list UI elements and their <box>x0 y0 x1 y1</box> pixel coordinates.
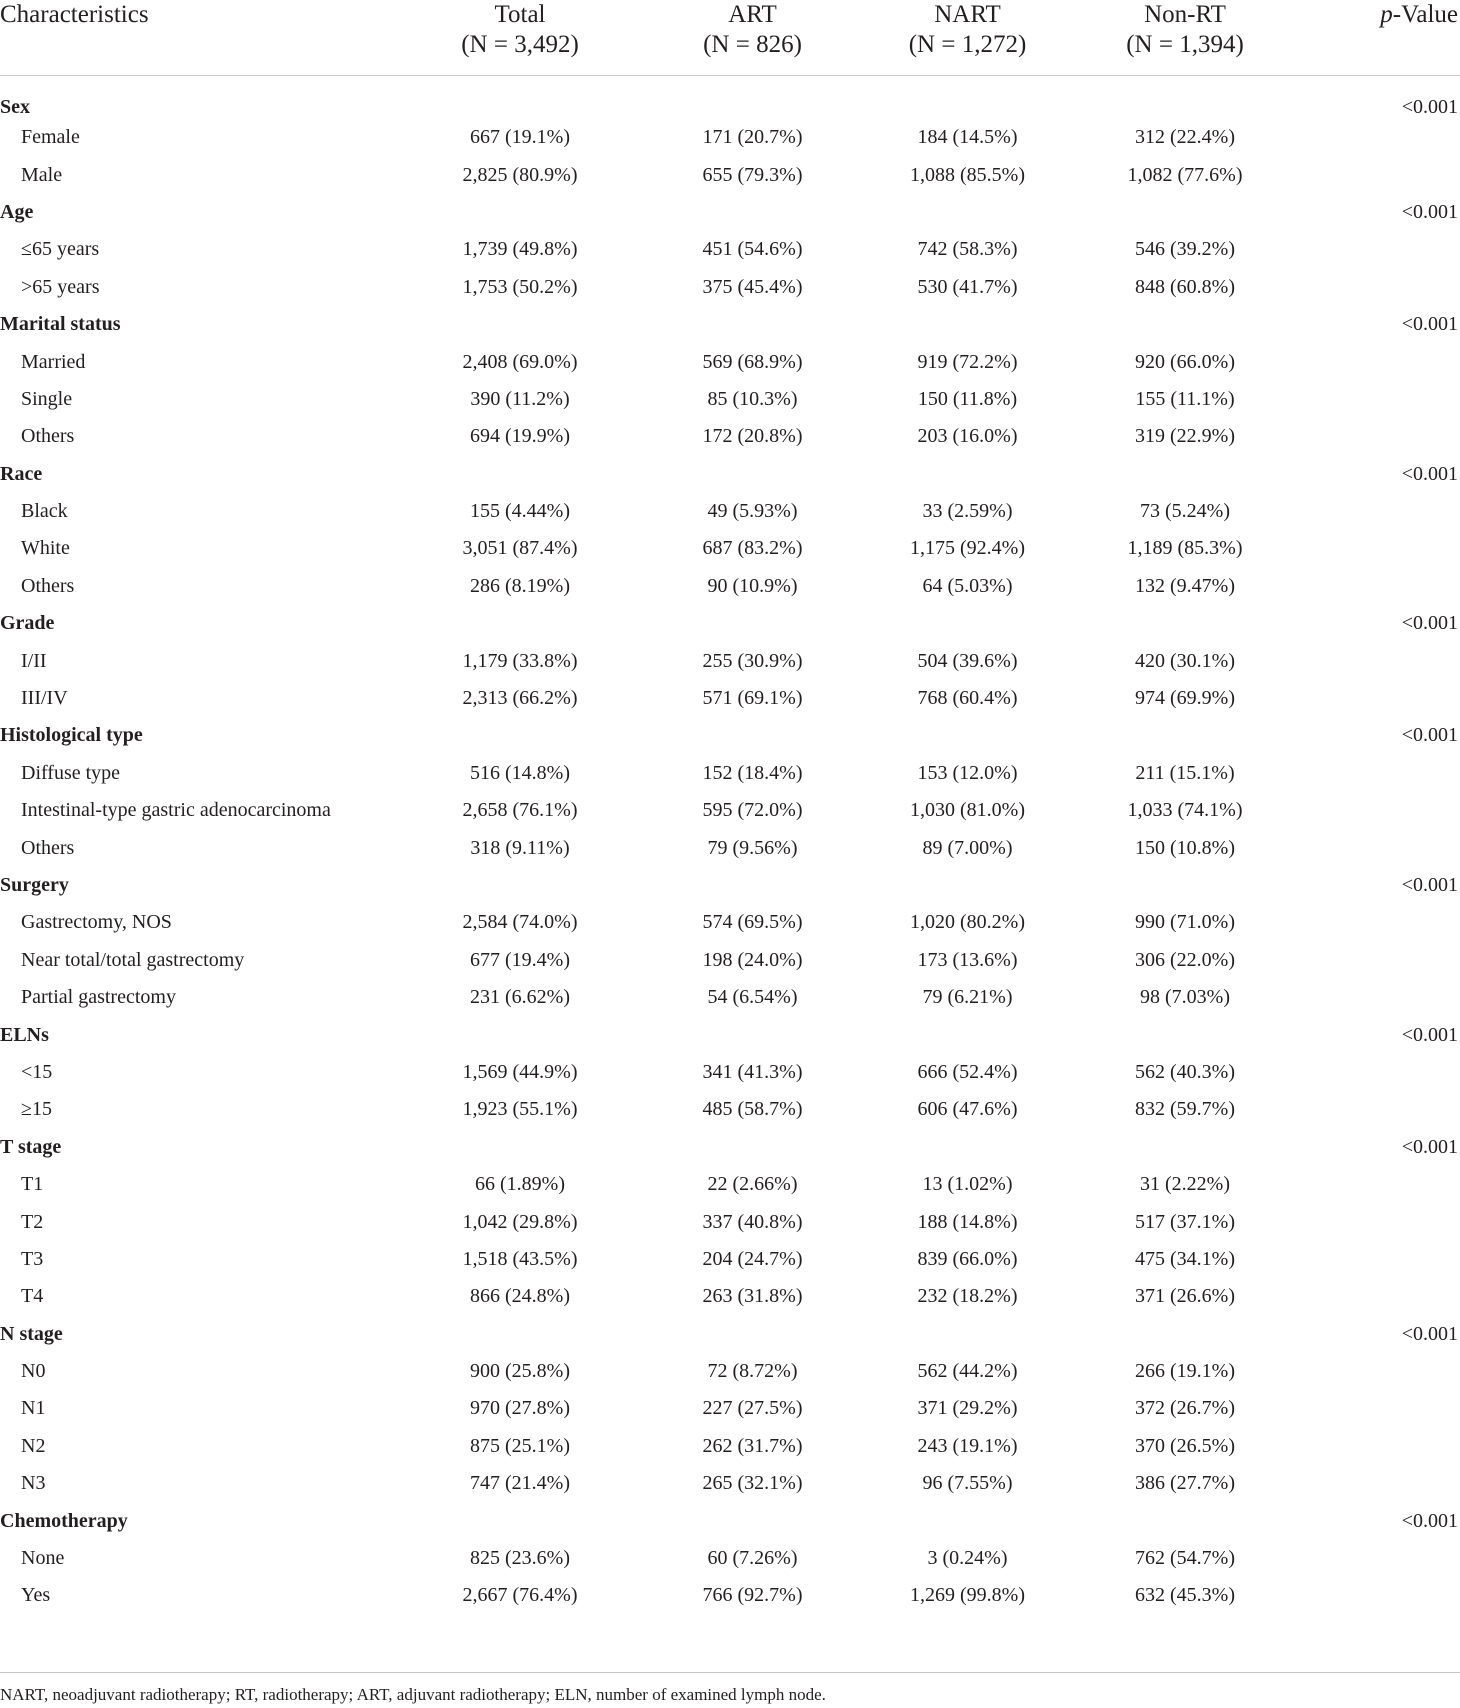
art-cell: 22 (2.66%) <box>707 1173 798 1196</box>
nart-cell: 1,175 (92.4%) <box>910 537 1025 560</box>
row-label: Others <box>21 574 75 597</box>
nart-cell: 1,088 (85.5%) <box>910 163 1025 186</box>
row-label: III/IV <box>21 687 68 710</box>
empty-cell <box>1300 829 1460 866</box>
table-row <box>0 1465 1460 1502</box>
art-cell: 85 (10.3%) <box>707 387 798 410</box>
nart-cell: 530 (41.7%) <box>917 275 1018 298</box>
empty-cell <box>1300 942 1460 979</box>
total-cell: 155 (4.44%) <box>470 500 570 523</box>
empty-cell <box>1070 1016 1300 1053</box>
empty-cell <box>1300 343 1460 380</box>
table-row <box>0 1428 1460 1465</box>
header-characteristics: Characteristics <box>0 0 400 76</box>
header-nart: NART (N = 1,272) <box>865 0 1070 76</box>
empty-cell <box>640 456 865 493</box>
empty-cell <box>865 605 1070 642</box>
art-cell: 451 (54.6%) <box>702 238 803 261</box>
table-row <box>0 269 1460 306</box>
total-cell: 1,518 (43.5%) <box>462 1247 578 1270</box>
non-rt-cell: 31 (2.22%) <box>1140 1173 1230 1196</box>
art-cell: 255 (30.9%) <box>702 649 803 672</box>
empty-cell <box>865 194 1070 231</box>
row-label: White <box>21 537 70 560</box>
art-cell: 595 (72.0%) <box>702 799 803 822</box>
row-label: N2 <box>21 1434 46 1457</box>
non-rt-cell: 371 (26.6%) <box>1135 1285 1235 1308</box>
row-label: Black <box>21 500 68 523</box>
table-row <box>0 904 1460 941</box>
table-row <box>0 1166 1460 1203</box>
total-cell: 2,408 (69.0%) <box>462 350 578 373</box>
empty-cell <box>640 867 865 904</box>
empty-cell <box>1300 792 1460 829</box>
table-row <box>0 381 1460 418</box>
p-value-cell: <0.001 <box>1401 96 1458 118</box>
non-rt-cell: 974 (69.9%) <box>1135 687 1235 710</box>
total-cell: 970 (27.8%) <box>470 1397 570 1420</box>
nart-cell: 1,030 (81.0%) <box>910 799 1025 822</box>
table-row <box>0 530 1460 567</box>
p-value-cell: <0.001 <box>1401 1322 1458 1345</box>
category-row <box>0 76 1460 120</box>
empty-cell <box>1300 1166 1460 1203</box>
empty-cell <box>400 306 640 343</box>
art-cell: 204 (24.7%) <box>702 1247 803 1270</box>
table-row <box>0 792 1460 829</box>
category-label: N stage <box>0 1322 63 1345</box>
p-value-cell: <0.001 <box>1401 1023 1458 1046</box>
table-row <box>0 119 1460 156</box>
table-row <box>0 156 1460 193</box>
empty-cell <box>1300 755 1460 792</box>
row-label: Female <box>21 126 80 149</box>
empty-cell <box>1300 156 1460 193</box>
non-rt-cell: 562 (40.3%) <box>1135 1060 1235 1083</box>
empty-cell <box>400 1316 640 1353</box>
empty-cell <box>400 1016 640 1053</box>
row-label: Partial gastrectomy <box>21 986 176 1009</box>
non-rt-cell: 1,033 (74.1%) <box>1127 799 1243 822</box>
empty-cell <box>640 1129 865 1166</box>
empty-cell <box>400 456 640 493</box>
nart-cell: 243 (19.1%) <box>917 1434 1018 1457</box>
category-row <box>0 456 1460 493</box>
empty-cell <box>1300 680 1460 717</box>
art-cell: 337 (40.8%) <box>702 1210 803 1233</box>
non-rt-cell: 98 (7.03%) <box>1140 986 1230 1009</box>
non-rt-cell: 150 (10.8%) <box>1135 836 1235 859</box>
empty-cell <box>865 1502 1070 1539</box>
row-label: N1 <box>21 1397 46 1420</box>
category-row <box>0 717 1460 754</box>
table-footnote: NART, neoadjuvant radiotherapy; RT, radiotherapy; ART, adjuvant radiotherapy; ELN, number of examined lymph node. <box>0 1685 826 1704</box>
p-value-cell: <0.001 <box>1401 200 1458 223</box>
table-row <box>0 493 1460 530</box>
non-rt-cell: 1,189 (85.3%) <box>1127 537 1243 560</box>
total-cell: 318 (9.11%) <box>470 836 570 859</box>
p-value-cell: <0.001 <box>1401 612 1458 635</box>
row-label: N3 <box>21 1472 46 1495</box>
art-cell: 766 (92.7%) <box>702 1584 803 1607</box>
total-cell: 390 (11.2%) <box>470 387 570 410</box>
non-rt-cell: 475 (34.1%) <box>1135 1247 1235 1270</box>
table-row <box>0 979 1460 1016</box>
nart-cell: 839 (66.0%) <box>917 1247 1018 1270</box>
empty-cell <box>1070 867 1300 904</box>
total-cell: 1,569 (44.9%) <box>462 1060 578 1083</box>
total-cell: 2,825 (80.9%) <box>462 163 578 186</box>
total-cell: 1,179 (33.8%) <box>462 649 578 672</box>
nart-cell: 919 (72.2%) <box>917 350 1018 373</box>
category-label: Grade <box>0 612 55 635</box>
art-cell: 171 (20.7%) <box>702 126 803 149</box>
category-row <box>0 194 1460 231</box>
art-cell: 90 (10.9%) <box>707 574 798 597</box>
row-label: None <box>21 1547 65 1570</box>
total-cell: 875 (25.1%) <box>470 1434 570 1457</box>
empty-cell <box>640 717 865 754</box>
empty-cell <box>1300 119 1460 156</box>
empty-cell <box>1300 904 1460 941</box>
empty-cell <box>1300 269 1460 306</box>
row-label: T1 <box>21 1173 44 1196</box>
row-label: ≤65 years <box>21 238 100 261</box>
total-cell: 2,658 (76.1%) <box>462 799 578 822</box>
nart-cell: 13 (1.02%) <box>922 1173 1013 1196</box>
row-label: Diffuse type <box>21 761 121 784</box>
table-row <box>0 1390 1460 1427</box>
art-cell: 574 (69.5%) <box>702 911 803 934</box>
total-cell: 286 (8.19%) <box>470 574 570 597</box>
nart-cell: 173 (13.6%) <box>917 948 1018 971</box>
empty-cell <box>1070 717 1300 754</box>
non-rt-cell: 319 (22.9%) <box>1135 425 1235 448</box>
art-cell: 571 (69.1%) <box>702 687 803 710</box>
art-cell: 569 (68.9%) <box>702 350 803 373</box>
row-label: I/II <box>21 649 47 672</box>
table-row <box>0 1577 1460 1614</box>
non-rt-cell: 155 (11.1%) <box>1135 387 1235 410</box>
category-label: Age <box>0 200 34 223</box>
total-cell: 231 (6.62%) <box>470 986 570 1009</box>
nart-cell: 33 (2.59%) <box>922 500 1013 523</box>
empty-cell <box>1070 1316 1300 1353</box>
nart-cell: 188 (14.8%) <box>917 1210 1018 1233</box>
category-label: T stage <box>0 1135 62 1158</box>
table-row <box>0 1091 1460 1128</box>
empty-cell <box>1300 381 1460 418</box>
empty-cell <box>400 194 640 231</box>
category-row <box>0 1316 1460 1353</box>
empty-cell <box>1300 1203 1460 1240</box>
row-label: Yes <box>21 1584 51 1607</box>
art-cell: 172 (20.8%) <box>702 425 803 448</box>
non-rt-cell: 1,082 (77.6%) <box>1127 163 1243 186</box>
empty-cell <box>400 76 640 120</box>
art-cell: 49 (5.93%) <box>707 500 798 523</box>
nart-cell: 1,269 (99.8%) <box>910 1584 1025 1607</box>
empty-cell <box>400 1502 640 1539</box>
non-rt-cell: 306 (22.0%) <box>1135 948 1235 971</box>
table-row <box>0 1241 1460 1278</box>
empty-cell <box>640 1016 865 1053</box>
category-row <box>0 867 1460 904</box>
art-cell: 72 (8.72%) <box>707 1360 798 1383</box>
non-rt-cell: 132 (9.47%) <box>1135 574 1235 597</box>
non-rt-cell: 386 (27.7%) <box>1135 1472 1235 1495</box>
p-value-cell: <0.001 <box>1401 1509 1458 1532</box>
empty-cell <box>640 1316 865 1353</box>
total-cell: 694 (19.9%) <box>470 425 570 448</box>
empty-cell <box>865 717 1070 754</box>
empty-cell <box>400 1129 640 1166</box>
header-total: Total (N = 3,492) <box>400 0 640 76</box>
table-row <box>0 1054 1460 1091</box>
empty-cell <box>1300 1091 1460 1128</box>
empty-cell <box>640 194 865 231</box>
art-cell: 227 (27.5%) <box>702 1397 803 1420</box>
non-rt-cell: 266 (19.1%) <box>1135 1360 1235 1383</box>
empty-cell <box>1070 1502 1300 1539</box>
empty-cell <box>1300 642 1460 679</box>
footnote-rule <box>0 1672 1460 1673</box>
header-p-value: p-Value <box>1300 0 1460 76</box>
nart-cell: 666 (52.4%) <box>917 1060 1018 1083</box>
row-label: Gastrectomy, NOS <box>21 911 172 934</box>
art-cell: 263 (31.8%) <box>702 1285 803 1308</box>
art-cell: 60 (7.26%) <box>707 1547 798 1570</box>
category-label: Race <box>0 462 43 485</box>
p-value-cell: <0.001 <box>1401 724 1458 747</box>
nart-cell: 153 (12.0%) <box>917 761 1018 784</box>
category-row <box>0 1016 1460 1053</box>
non-rt-cell: 370 (26.5%) <box>1135 1434 1235 1457</box>
table-row <box>0 1203 1460 1240</box>
category-row <box>0 1502 1460 1539</box>
empty-cell <box>1300 1577 1460 1614</box>
total-cell: 866 (24.8%) <box>470 1285 570 1308</box>
row-label: Married <box>21 350 86 373</box>
p-value-cell: <0.001 <box>1401 462 1458 485</box>
non-rt-cell: 546 (39.2%) <box>1135 238 1235 261</box>
empty-cell <box>1300 1353 1460 1390</box>
table-row <box>0 680 1460 717</box>
empty-cell <box>1070 76 1300 120</box>
total-cell: 2,584 (74.0%) <box>462 911 578 934</box>
table-row <box>0 1353 1460 1390</box>
total-cell: 747 (21.4%) <box>470 1472 570 1495</box>
p-value-cell: <0.001 <box>1401 313 1458 336</box>
empty-cell <box>1300 1278 1460 1315</box>
table-row <box>0 231 1460 268</box>
empty-cell <box>865 867 1070 904</box>
header-art: ART (N = 826) <box>640 0 865 76</box>
p-value-cell: <0.001 <box>1401 1135 1458 1158</box>
empty-cell <box>865 76 1070 120</box>
nart-cell: 742 (58.3%) <box>917 238 1018 261</box>
row-label: Others <box>21 836 75 859</box>
art-cell: 54 (6.54%) <box>707 986 798 1009</box>
total-cell: 1,753 (50.2%) <box>462 275 578 298</box>
total-cell: 1,923 (55.1%) <box>462 1098 578 1121</box>
total-cell: 2,313 (66.2%) <box>462 687 578 710</box>
category-row <box>0 605 1460 642</box>
nart-cell: 184 (14.5%) <box>917 126 1018 149</box>
empty-cell <box>640 76 865 120</box>
nart-cell: 232 (18.2%) <box>917 1285 1018 1308</box>
total-cell: 1,042 (29.8%) <box>462 1210 578 1233</box>
category-label: ELNs <box>0 1023 49 1046</box>
nart-cell: 203 (16.0%) <box>917 425 1018 448</box>
row-label: T2 <box>21 1210 44 1233</box>
table-row <box>0 1278 1460 1315</box>
nart-cell: 768 (60.4%) <box>917 687 1018 710</box>
non-rt-cell: 73 (5.24%) <box>1140 500 1230 523</box>
category-label: Surgery <box>0 874 69 896</box>
nart-cell: 96 (7.55%) <box>922 1472 1013 1495</box>
non-rt-cell: 211 (15.1%) <box>1135 761 1235 784</box>
nart-cell: 606 (47.6%) <box>917 1098 1018 1121</box>
empty-cell <box>1300 1465 1460 1502</box>
art-cell: 375 (45.4%) <box>702 275 803 298</box>
table-row <box>0 942 1460 979</box>
table-row <box>0 829 1460 866</box>
empty-cell <box>1300 1428 1460 1465</box>
empty-cell <box>1300 979 1460 1016</box>
row-label: T3 <box>21 1247 44 1270</box>
empty-cell <box>1300 568 1460 605</box>
non-rt-cell: 372 (26.7%) <box>1135 1397 1235 1420</box>
row-label: Male <box>21 163 63 186</box>
empty-cell <box>640 1502 865 1539</box>
art-cell: 152 (18.4%) <box>702 761 803 784</box>
row-label: ≥15 <box>21 1098 52 1121</box>
non-rt-cell: 762 (54.7%) <box>1135 1547 1235 1570</box>
category-row <box>0 1129 1460 1166</box>
table-row <box>0 343 1460 380</box>
total-cell: 677 (19.4%) <box>470 948 570 971</box>
empty-cell <box>1300 530 1460 567</box>
total-cell: 66 (1.89%) <box>475 1173 565 1196</box>
empty-cell <box>1300 231 1460 268</box>
art-cell: 655 (79.3%) <box>702 163 803 186</box>
row-label: Others <box>21 425 75 448</box>
empty-cell <box>1300 1054 1460 1091</box>
empty-cell <box>1070 194 1300 231</box>
category-label: Chemotherapy <box>0 1509 128 1532</box>
header-non-rt: Non-RT (N = 1,394) <box>1070 0 1300 76</box>
nart-cell: 3 (0.24%) <box>927 1547 1008 1570</box>
art-cell: 341 (41.3%) <box>702 1060 803 1083</box>
art-cell: 265 (32.1%) <box>702 1472 803 1495</box>
non-rt-cell: 848 (60.8%) <box>1135 275 1235 298</box>
table-row <box>0 418 1460 455</box>
empty-cell <box>400 605 640 642</box>
row-label: Near total/total gastrectomy <box>21 948 245 971</box>
category-label: Sex <box>0 96 30 118</box>
total-cell: 1,739 (49.8%) <box>462 238 578 261</box>
nart-cell: 504 (39.6%) <box>917 649 1018 672</box>
empty-cell <box>1300 493 1460 530</box>
empty-cell <box>640 306 865 343</box>
empty-cell <box>865 456 1070 493</box>
empty-cell <box>1070 605 1300 642</box>
art-cell: 485 (58.7%) <box>702 1098 803 1121</box>
total-cell: 825 (23.6%) <box>470 1547 570 1570</box>
non-rt-cell: 632 (45.3%) <box>1135 1584 1235 1607</box>
non-rt-cell: 312 (22.4%) <box>1135 126 1235 149</box>
category-row <box>0 306 1460 343</box>
table-body <box>0 76 1460 1615</box>
category-label: Marital status <box>0 313 121 336</box>
art-cell: 687 (83.2%) <box>702 537 803 560</box>
nart-cell: 1,020 (80.2%) <box>910 911 1025 934</box>
empty-cell <box>1070 456 1300 493</box>
nart-cell: 371 (29.2%) <box>917 1397 1018 1420</box>
row-label: T4 <box>21 1285 44 1308</box>
nart-cell: 150 (11.8%) <box>917 387 1018 410</box>
table-row <box>0 568 1460 605</box>
total-cell: 2,667 (76.4%) <box>462 1584 578 1607</box>
art-cell: 79 (9.56%) <box>707 836 798 859</box>
empty-cell <box>1300 1540 1460 1577</box>
non-rt-cell: 420 (30.1%) <box>1135 649 1235 672</box>
nart-cell: 79 (6.21%) <box>922 986 1013 1009</box>
empty-cell <box>1070 306 1300 343</box>
row-label: >65 years <box>21 275 100 298</box>
nart-cell: 89 (7.00%) <box>922 836 1013 859</box>
row-label: <15 <box>21 1060 53 1083</box>
empty-cell <box>400 717 640 754</box>
table-row <box>0 1540 1460 1577</box>
empty-cell <box>865 306 1070 343</box>
category-label: Histological type <box>0 724 143 747</box>
table-row <box>0 642 1460 679</box>
non-rt-cell: 920 (66.0%) <box>1135 350 1235 373</box>
table-row <box>0 755 1460 792</box>
empty-cell <box>1300 418 1460 455</box>
nart-cell: 562 (44.2%) <box>917 1360 1018 1383</box>
total-cell: 3,051 (87.4%) <box>462 537 578 560</box>
non-rt-cell: 832 (59.7%) <box>1135 1098 1235 1121</box>
empty-cell <box>865 1316 1070 1353</box>
empty-cell <box>640 605 865 642</box>
nart-cell: 64 (5.03%) <box>922 574 1013 597</box>
empty-cell <box>1070 1129 1300 1166</box>
empty-cell <box>1300 1241 1460 1278</box>
non-rt-cell: 517 (37.1%) <box>1135 1210 1235 1233</box>
empty-cell <box>865 1129 1070 1166</box>
empty-cell <box>400 867 640 904</box>
non-rt-cell: 990 (71.0%) <box>1135 911 1235 934</box>
total-cell: 516 (14.8%) <box>470 761 570 784</box>
empty-cell <box>865 1016 1070 1053</box>
art-cell: 198 (24.0%) <box>702 948 803 971</box>
row-label: N0 <box>21 1360 46 1383</box>
total-cell: 667 (19.1%) <box>470 126 570 149</box>
p-value-cell: <0.001 <box>1401 874 1458 896</box>
total-cell: 900 (25.8%) <box>470 1360 570 1383</box>
empty-cell <box>1300 1390 1460 1427</box>
table-header <box>0 0 1460 76</box>
art-cell: 262 (31.7%) <box>702 1434 803 1457</box>
row-label: Single <box>21 387 73 410</box>
row-label: Intestinal-type gastric adenocarcinoma <box>21 799 331 822</box>
